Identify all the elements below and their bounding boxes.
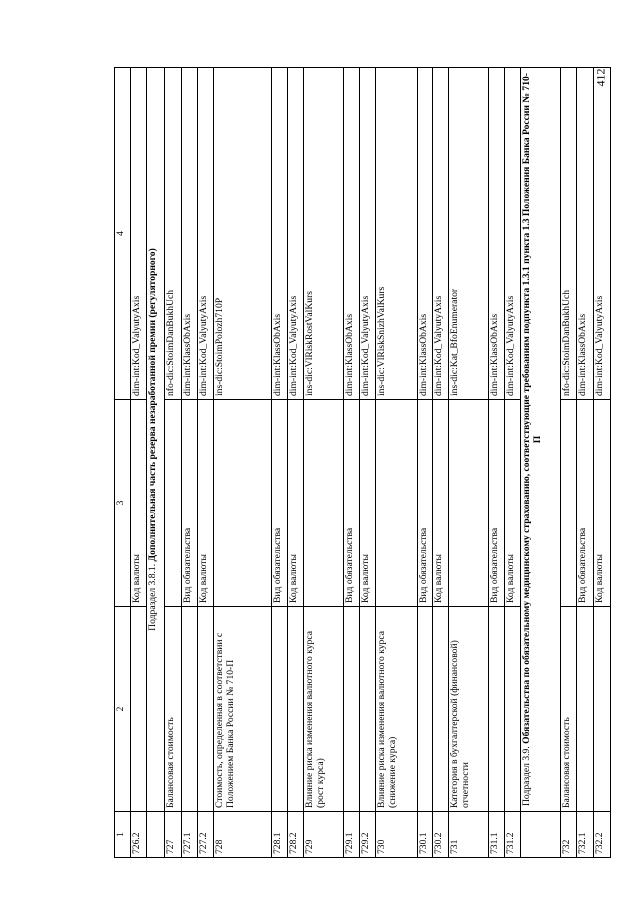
indicator-name-cell (288, 607, 304, 812)
table-row (344, 68, 360, 858)
table-row (131, 68, 147, 858)
dimension-name-cell: Код валюты (131, 400, 147, 607)
taxonomy-element-cell: ins-dic:Kat_BfoEnumerator (449, 68, 489, 400)
taxonomy-element-cell: ins-dic:VlRiskSnizhValKurs (376, 68, 418, 400)
taxonomy-element-cell: dim-int:Kod_ValyutyAxis (594, 68, 611, 400)
section-blank-cell (147, 812, 165, 858)
row-number-cell: 730 (376, 812, 418, 858)
table-row (489, 68, 505, 858)
dimension-name-cell: Вид обязательства (577, 400, 594, 607)
table-body (115, 68, 611, 858)
dimension-name-cell: Вид обязательства (182, 400, 198, 607)
table-row (198, 68, 214, 858)
dimension-name-cell (449, 400, 489, 607)
table-row (505, 68, 521, 858)
row-number-cell: 727 (165, 812, 182, 858)
page-number: 412 (593, 68, 608, 86)
table-row (272, 68, 288, 858)
indicator-name-cell (131, 607, 147, 812)
dimension-name-cell: Вид обязательства (344, 400, 360, 607)
header-cell-2: 2 (115, 607, 131, 812)
section-blank-cell (521, 812, 561, 858)
dimension-name-cell: Вид обязательства (418, 400, 433, 607)
row-number-cell: 729 (304, 812, 344, 858)
table-row (288, 68, 304, 858)
row-number-cell: 726.2 (131, 812, 147, 858)
taxonomy-element-cell: dim-int:Kod_ValyutyAxis (433, 68, 449, 400)
section-prefix: Подраздел 3.9. (521, 743, 532, 806)
dimension-name-cell: Код валюты (198, 400, 214, 607)
row-number-cell: 731 (449, 812, 489, 858)
taxonomy-element-cell: dim-int:Kod_ValyutyAxis (288, 68, 304, 400)
indicator-name-cell (360, 607, 376, 812)
dimension-name-cell (561, 400, 577, 607)
dimension-name-cell: Вид обязательства (489, 400, 505, 607)
row-number-cell: 729.1 (344, 812, 360, 858)
row-number-cell: 731.2 (505, 812, 521, 858)
indicator-name-cell: Категория в бухгалтерской (финансовой) отчетности (449, 607, 489, 812)
indicator-name-cell: Влияние риска изменения валютного курса (снижение курса) (376, 607, 418, 812)
row-number-cell: 732.2 (594, 812, 611, 858)
table-row (561, 68, 577, 858)
indicator-name-cell: Стоимость, определенная в соответствии с Положением Банка России № 710-П (214, 607, 272, 812)
indicator-name-cell (489, 607, 505, 812)
taxonomy-element-cell: dim-int:Kod_ValyutyAxis (198, 68, 214, 400)
indicator-name-cell: Балансовая стоимость (561, 607, 577, 812)
table-row (449, 68, 489, 858)
dimension-name-cell: Код валюты (594, 400, 611, 607)
table-row (304, 68, 344, 858)
row-number-cell: 728 (214, 812, 272, 858)
dimension-name-cell: Код валюты (288, 400, 304, 607)
data-table (114, 67, 611, 858)
dimension-name-cell (304, 400, 344, 607)
row-number-cell: 732.1 (577, 812, 594, 858)
section-row (521, 68, 561, 858)
row-number-cell: 732 (561, 812, 577, 858)
indicator-name-cell (594, 607, 611, 812)
table-row (376, 68, 418, 858)
taxonomy-element-cell: dim-int:KlassObAxis (344, 68, 360, 400)
taxonomy-element-cell: ins-dic:VlRiskRostValKurs (304, 68, 344, 400)
taxonomy-element-cell: nfo-dic:StoimDanBukhUch (165, 68, 182, 400)
dimension-name-cell (214, 400, 272, 607)
indicator-name-cell (505, 607, 521, 812)
taxonomy-element-cell: dim-int:Kod_ValyutyAxis (505, 68, 521, 400)
taxonomy-element-cell: dim-int:KlassObAxis (489, 68, 505, 400)
table-row (165, 68, 182, 858)
header-cell-4: 4 (115, 68, 131, 400)
indicator-name-cell (182, 607, 198, 812)
taxonomy-element-cell: dim-int:Kod_ValyutyAxis (131, 68, 147, 400)
table-row (214, 68, 272, 858)
table-row (182, 68, 198, 858)
row-number-cell: 727.2 (198, 812, 214, 858)
dimension-name-cell: Код валюты (433, 400, 449, 607)
indicator-name-cell (344, 607, 360, 812)
section-row (147, 68, 165, 858)
indicator-name-cell (418, 607, 433, 812)
section-title: Обязательства по обязательному медицинскому страхованию, соответствующие требованиям подпункта 1.3.1 пункта 1.3 Положения Банка России № 710-П (521, 73, 544, 744)
dimension-name-cell: Код валюты (505, 400, 521, 607)
dimension-name-cell (165, 400, 182, 607)
row-number-cell: 730.1 (418, 812, 433, 858)
header-cell-1: 1 (115, 812, 131, 858)
section-prefix: Подраздел 3.8.1. (147, 561, 158, 631)
indicator-name-cell (577, 607, 594, 812)
taxonomy-element-cell: dim-int:KlassObAxis (182, 68, 198, 400)
taxonomy-element-cell: dim-int:KlassObAxis (577, 68, 594, 400)
taxonomy-element-cell: ins-dic:StoimPolozh710P (214, 68, 272, 400)
section-title: Дополнительная часть резерва незаработанной премии (регуляторного) (147, 248, 158, 562)
indicator-name-cell (272, 607, 288, 812)
taxonomy-element-cell: dim-int:KlassObAxis (418, 68, 433, 400)
taxonomy-element-cell: dim-int:Kod_ValyutyAxis (360, 68, 376, 400)
indicator-name-cell: Балансовая стоимость (165, 607, 182, 812)
indicator-name-cell (198, 607, 214, 812)
row-number-cell: 730.2 (433, 812, 449, 858)
dimension-name-cell (376, 400, 418, 607)
row-number-cell: 727.1 (182, 812, 198, 858)
table-row (594, 68, 611, 858)
table-row (433, 68, 449, 858)
row-number-cell: 728.2 (288, 812, 304, 858)
table-row (360, 68, 376, 858)
header-cell-3: 3 (115, 400, 131, 607)
dimension-name-cell: Вид обязательства (272, 400, 288, 607)
row-number-cell: 729.2 (360, 812, 376, 858)
table-row (418, 68, 433, 858)
row-number-cell: 731.1 (489, 812, 505, 858)
taxonomy-element-cell: dim-int:KlassObAxis (272, 68, 288, 400)
dimension-name-cell: Код валюты (360, 400, 376, 607)
indicator-name-cell (433, 607, 449, 812)
taxonomy-element-cell: nfo-dic:StoimDanBukhUch (561, 68, 577, 400)
header-row (115, 68, 131, 858)
table-row (577, 68, 594, 858)
section-heading (521, 68, 561, 812)
row-number-cell: 728.1 (272, 812, 288, 858)
indicator-name-cell: Влияние риска изменения валютного курса (рост курса) (304, 607, 344, 812)
section-heading (147, 68, 165, 812)
